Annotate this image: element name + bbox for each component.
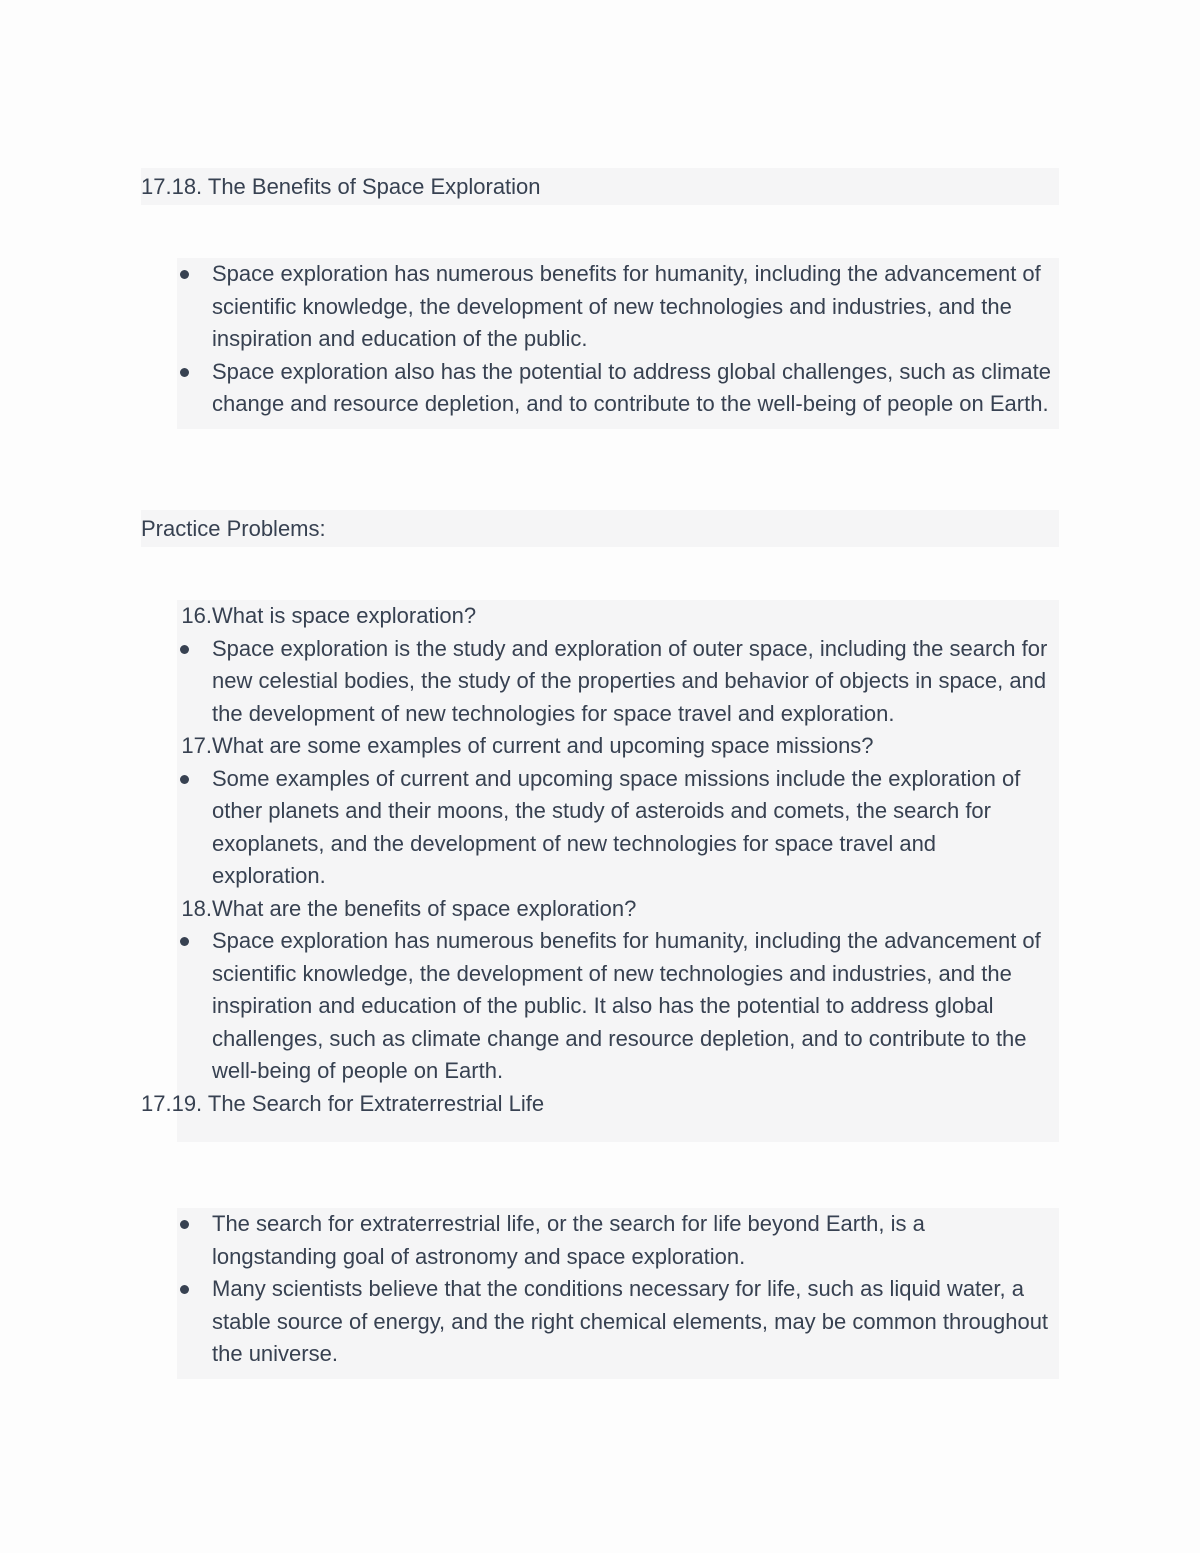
answer-text: Space exploration has numerous benefits for humanity, including the advancement of scientific knowledge, the development of new technologies and industries, and the inspiration and education of the public. It also has the potential to address global challenges, such as climate change and resource depletion, and to contribute to the well-being of people on Earth. — [212, 928, 1041, 1083]
bullet-icon — [180, 775, 189, 784]
question-item — [177, 893, 1059, 926]
bullet-icon — [180, 1285, 189, 1294]
list-item — [177, 1273, 1059, 1371]
question-text: What are the benefits of space exploration? — [212, 895, 637, 921]
bullet-icon — [180, 645, 189, 654]
question-item — [177, 600, 1059, 633]
list-item — [177, 258, 1059, 356]
trailing-heading-row — [141, 1088, 1059, 1120]
section-heading: 17.19. The Search for Extraterrestrial Life — [141, 1090, 545, 1116]
practice-list — [141, 600, 1059, 1142]
list-item — [177, 1208, 1059, 1273]
list-item-text: Space exploration has numerous benefits for humanity, including the advancement of scientific knowledge, the development of new technologies and industries, and the inspiration and education of the public. — [212, 261, 1041, 351]
answer-item — [177, 925, 1059, 1088]
answer-text: Space exploration is the study and exploration of outer space, including the search for new celestial bodies, the study of the properties and behavior of objects in space, and the development of new technologies for space travel and exploration. — [212, 635, 1048, 726]
bullet-icon — [180, 937, 189, 946]
answer-text: Some examples of current and upcoming space missions include the exploration of other planets and their moons, the study of asteroids and comets, the search for exoplanets, and the development of new technologies for space travel and exploration. — [212, 765, 1021, 888]
practice-heading: Practice Problems: — [141, 510, 1059, 547]
list-item-text: Many scientists believe that the conditions necessary for life, such as liquid water, a stable source of energy, and the right chemical elements, may be common throughout the universe. — [212, 1276, 1049, 1366]
answer-item — [177, 763, 1059, 893]
section-heading: 17.18. The Benefits of Space Exploration — [141, 168, 1059, 205]
question-number: 17. — [181, 733, 212, 758]
list-item — [177, 356, 1059, 421]
question-text: What are some examples of current and upcoming space missions? — [212, 733, 874, 758]
bullet-icon — [180, 1220, 189, 1229]
bullet-list — [177, 258, 1059, 429]
bullet-list — [177, 1208, 1059, 1379]
answer-item — [177, 633, 1059, 731]
question-number: 16. — [181, 603, 212, 628]
question-text: What is space exploration? — [212, 603, 477, 628]
list-item-text: The search for extraterrestrial life, or the search for life beyond Earth, is a longstanding goal of astronomy and space exploration. — [212, 1211, 925, 1269]
question-number: 18. — [181, 895, 212, 921]
bullet-icon — [180, 270, 189, 279]
list-item-text: Space exploration also has the potential to address global challenges, such as climate change and resource depletion, and to contribute to the well-being of people on Earth. — [212, 358, 1051, 416]
question-item — [177, 730, 1059, 763]
bullet-icon — [180, 368, 189, 377]
